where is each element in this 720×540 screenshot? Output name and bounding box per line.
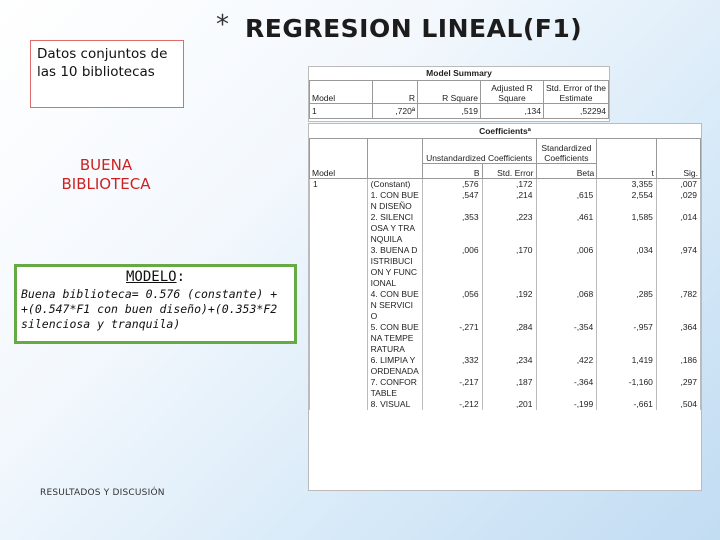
cf-cell-b: ,056 [422,289,482,322]
cf-cell-label: 1. CON BUEN DISEÑO [367,190,422,212]
cf-header-t: t [597,139,657,179]
datos-conjuntos-text: Datos conjuntos de las 10 bibliotecas [37,46,168,80]
cf-header-label [367,139,422,179]
cf-cell-model [310,190,368,212]
cf-cell-model [310,245,368,289]
cf-cell-b: ,353 [422,212,482,245]
coefficients-table [308,123,702,491]
model-summary-table [308,66,610,122]
coefficient-row [310,190,701,212]
cf-cell-beta: ,615 [536,190,597,212]
cf-cell-sig: ,007 [656,179,700,191]
cf-cell-beta: ,006 [536,245,597,289]
cf-cell-model [310,399,368,410]
cf-cell-std-error: ,192 [482,289,536,322]
cf-cell-model [310,212,368,245]
cf-cell-beta: -,364 [536,377,597,399]
ms-header-r: R [373,81,418,104]
coefficient-row [310,212,701,245]
cf-cell-t: 2,554 [597,190,657,212]
coefficient-row [310,355,701,377]
cf-cell-t: -1,160 [597,377,657,399]
cf-cell-model [310,377,368,399]
cf-cell-sig: ,782 [656,289,700,322]
cf-cell-beta [536,179,597,191]
cf-cell-sig: ,014 [656,212,700,245]
cf-cell-std-error: ,172 [482,179,536,191]
cf-cell-t: 1,585 [597,212,657,245]
cf-cell-sig: ,186 [656,355,700,377]
cf-cell-model [310,322,368,355]
coefficient-row [310,245,701,289]
cf-header-sig: Sig. [656,139,700,179]
cf-cell-label: (Constant) [367,179,422,191]
coefficient-row [310,322,701,355]
cf-cell-t: ,034 [597,245,657,289]
cf-cell-beta: ,461 [536,212,597,245]
cf-cell-label: 6. LIMPIA Y ORDENADA [367,355,422,377]
cf-cell-sig: ,974 [656,245,700,289]
cf-cell-beta: -,199 [536,399,597,410]
cf-cell-b: -,217 [422,377,482,399]
cf-cell-label: 4. CON BUEN SERVICIO [367,289,422,322]
cf-cell-model [310,355,368,377]
model-heading [21,269,290,285]
model-equation-box [14,264,297,344]
cf-cell-sig: ,029 [656,190,700,212]
ms-cell-r-square: ,519 [418,104,481,119]
footer-section-label: RESULTADOS Y DISCUSIÓN [40,488,165,498]
coefficient-row [310,399,701,410]
cf-cell-b: ,576 [422,179,482,191]
ms-header-model: Model [310,81,373,104]
cf-cell-std-error: ,284 [482,322,536,355]
buena-line-2: BIBLIOTECA [61,175,151,193]
cf-cell-sig: ,297 [656,377,700,399]
cf-cell-model: 1 [310,179,368,191]
model-summary-caption: Model Summary [426,68,492,78]
cf-cell-label: 2. SILENCIOSA Y TRANQUILA [367,212,422,245]
ms-header-r-square: R Square [418,81,481,104]
buena-biblioteca-label [40,156,172,194]
model-heading-colon: : [176,269,185,285]
coefficient-row [310,289,701,322]
model-equation-text: Buena biblioteca= 0.576 (constante) + +(0.547*F1 con buen diseño)+(0.353*F2 silenciosa y tranquila) [21,287,278,331]
datos-conjuntos-box [30,40,184,108]
cf-cell-b: -,212 [422,399,482,410]
coefficient-row [310,179,701,191]
cf-cell-model [310,289,368,322]
cf-cell-t: -,957 [597,322,657,355]
cf-cell-std-error: ,201 [482,399,536,410]
cf-cell-b: ,006 [422,245,482,289]
cf-cell-t: 3,355 [597,179,657,191]
cf-cell-b: ,547 [422,190,482,212]
cf-cell-beta: -,354 [536,322,597,355]
cf-cell-label: 3. BUENA DISTRIBUCION Y FUNCIONAL [367,245,422,289]
ms-header-std-error: Std. Error of the Estimate [544,81,609,104]
cf-header-beta: Beta [536,164,597,179]
cf-cell-b: -,271 [422,322,482,355]
buena-line-1: BUENA [79,156,133,174]
cf-cell-label: 8. VISUAL [367,399,422,410]
cf-cell-std-error: ,214 [482,190,536,212]
ms-cell-model: 1 [310,104,373,119]
cf-cell-beta: ,068 [536,289,597,322]
model-heading-word: MODELO [125,269,177,285]
ms-cell-std-error: ,52294 [544,104,609,119]
cf-cell-t: -,661 [597,399,657,410]
cf-cell-beta: ,422 [536,355,597,377]
slide-title: REGRESION LINEAL(F1) [245,14,583,43]
cf-cell-t: ,285 [597,289,657,322]
cf-cell-sig: ,504 [656,399,700,410]
cf-cell-t: 1,419 [597,355,657,377]
ms-cell-adj-r-square: ,134 [481,104,544,119]
cf-header-unstd: Unstandardized Coefficients [422,139,536,164]
bullet-star: * [216,10,229,40]
coefficients-caption: Coefficientsª [479,126,531,136]
cf-header-std-error: Std. Error [482,164,536,179]
cf-cell-sig: ,364 [656,322,700,355]
cf-cell-std-error: ,170 [482,245,536,289]
cf-cell-std-error: ,187 [482,377,536,399]
cf-cell-std-error: ,234 [482,355,536,377]
cf-header-b: B [422,164,482,179]
cf-cell-b: ,332 [422,355,482,377]
ms-cell-r: ,720ª [373,104,418,119]
coefficient-row [310,377,701,399]
cf-cell-std-error: ,223 [482,212,536,245]
cf-header-std: Standardized Coefficients [536,139,597,164]
ms-header-adj-r-square: Adjusted R Square [481,81,544,104]
cf-cell-label: 7. CONFORTABLE [367,377,422,399]
cf-header-model: Model [310,139,368,179]
cf-cell-label: 5. CON BUENA TEMPERATURA [367,322,422,355]
